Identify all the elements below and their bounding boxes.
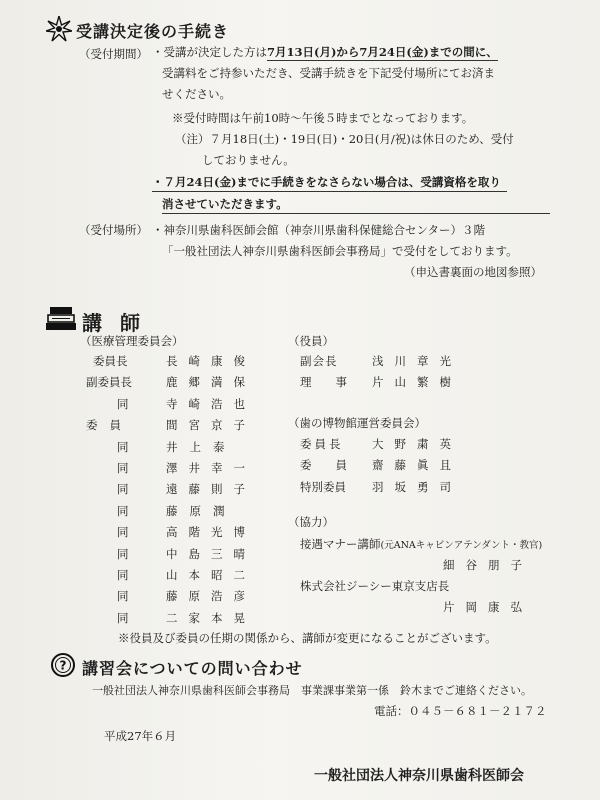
medical-committee-role: 同: [117, 396, 129, 411]
bullet1-line2: 受講料をご持参いただき、受講手続きを下記受付場所にてお済ま: [162, 66, 496, 80]
medical-committee-member-name: 藤原潤: [166, 503, 237, 518]
holiday-note-line2: しておりません。: [202, 153, 295, 167]
map-reference-note: （申込書裏面の地図参照）: [404, 265, 542, 279]
medical-committee-role: 同: [117, 546, 129, 561]
cooperation-entry1-name: 細谷朋子: [443, 558, 533, 572]
museum-committee-role: 委員: [300, 458, 371, 473]
medical-committee-role: 同: [117, 589, 129, 604]
medical-committee-member-name: 中島三晴: [166, 546, 256, 561]
svg-text:?: ?: [59, 658, 67, 673]
cooperation-entry1: [300, 536, 542, 552]
bullet1-deadline-highlight: 7月13日(月)から7月24日(金)までの間に、: [267, 45, 498, 59]
medical-committee-member-name: 山本昭二: [166, 568, 256, 582]
reception-place-line1: ・神奈川県歯科医師会館（神奈川県歯科保健総合センター）３階: [152, 223, 486, 237]
medical-committee-role: 同: [117, 439, 129, 454]
medical-committee-role: 副委員長: [86, 375, 132, 390]
officer-name: 浅川章光: [372, 354, 462, 368]
reception-place-line2: 「一般社団法人神奈川県歯科医師会事務局」で受付をしております。: [162, 244, 518, 258]
medical-committee-member-name: 鹿郷満保: [166, 375, 256, 390]
medical-committee-role: 同: [117, 482, 129, 497]
issue-date: 平成27年６月: [104, 729, 177, 743]
medical-committee-member-name: 井上泰: [166, 439, 237, 454]
museum-committee-heading: （歯の博物館運営委員会）: [288, 416, 426, 430]
inquiry-contact-line: 一般社団法人神奈川県歯科医師会事務局 事業課事業第一係 鈴木までご連絡ください。: [92, 684, 532, 697]
bullet2-line2: 消させていただきます。: [162, 196, 550, 214]
organization-signature: 一般社団法人神奈川県歯科医師会: [314, 768, 524, 784]
museum-committee-role: 特別委員: [300, 479, 346, 494]
lecturer-change-note: ※役員及び委員の任期の関係から、講師が変更になることがございます。: [118, 631, 497, 645]
medical-committee-member-name: 寺崎浩也: [166, 396, 256, 411]
reception-period-label: （受付期間）: [79, 47, 148, 61]
star-burst-icon: [46, 16, 72, 42]
medical-committee-member-name: 澤井幸一: [166, 461, 256, 475]
museum-committee-member-name: 大野粛英: [372, 437, 462, 451]
museum-committee-role: 委員長: [300, 437, 344, 451]
medical-committee-member-name: 間宮京子: [166, 418, 256, 433]
procedure-title: 受講決定後の手続き: [76, 22, 230, 41]
medical-committee-member-name: 藤原浩彦: [166, 589, 256, 604]
holiday-note-line1: （注）７月18日(土)・19日(日)・20日(月/祝)は休日のため、受付: [175, 132, 514, 146]
medical-committee-role: 同: [117, 525, 129, 540]
medical-committee-role: 同: [117, 610, 129, 625]
medical-committee-member-name: 高階光博: [166, 525, 256, 540]
bullet1-prefix: ・受講が決定した方は: [152, 45, 267, 59]
museum-committee-member-name: 齋藤眞且: [372, 458, 462, 473]
officer-name: 片山繁樹: [372, 375, 462, 390]
hours-note: ※受付時間は午前10時～午後５時までとなっております。: [172, 111, 474, 125]
medical-committee-heading: （医療管理委員会）: [80, 334, 184, 348]
medical-committee-member-name: 二家本晃: [166, 610, 256, 625]
inquiry-phone: 電話：０４５－６８１－２１７２: [374, 704, 547, 718]
bullet1-line3: せください。: [162, 87, 231, 101]
officers-heading: （役員）: [288, 334, 334, 348]
officer-role: 副会長: [300, 354, 338, 368]
medical-committee-member-name: 長崎康俊: [166, 354, 256, 368]
reception-place-label: （受付場所）: [79, 223, 148, 237]
medical-committee-role: 同: [117, 461, 129, 475]
cooperation-entry2-name: 片岡康弘: [443, 600, 533, 614]
bullet1-line1: [152, 44, 498, 60]
inquiry-title: 講習会についての問い合わせ: [82, 659, 303, 678]
cooperation-entry2: 株式会社ジーシー東京支店長: [300, 579, 450, 593]
question-circle-icon: [50, 652, 76, 678]
bullet2-line1: ・７月24日(金)までに手続きをなさらない場合は、受講資格を取り: [152, 174, 507, 192]
lecturers-title: 講師: [82, 311, 158, 335]
cooperation-entry1-title: 接遇マナー講師: [300, 537, 381, 551]
medical-committee-role: 同: [117, 568, 129, 582]
officer-role: 理事: [300, 375, 371, 390]
medical-committee-role: 委員長: [93, 354, 128, 368]
medical-committee-member-name: 遠藤則子: [166, 482, 256, 497]
medical-committee-role: 委員: [86, 418, 133, 433]
museum-committee-member-name: 羽坂勇司: [372, 479, 462, 494]
cooperation-entry1-subtitle: (元ANAキャビンアテンダント・教官): [380, 540, 543, 551]
cooperation-heading: （協力）: [288, 515, 334, 529]
medical-committee-role: 同: [117, 503, 129, 518]
books-icon: [44, 303, 78, 333]
